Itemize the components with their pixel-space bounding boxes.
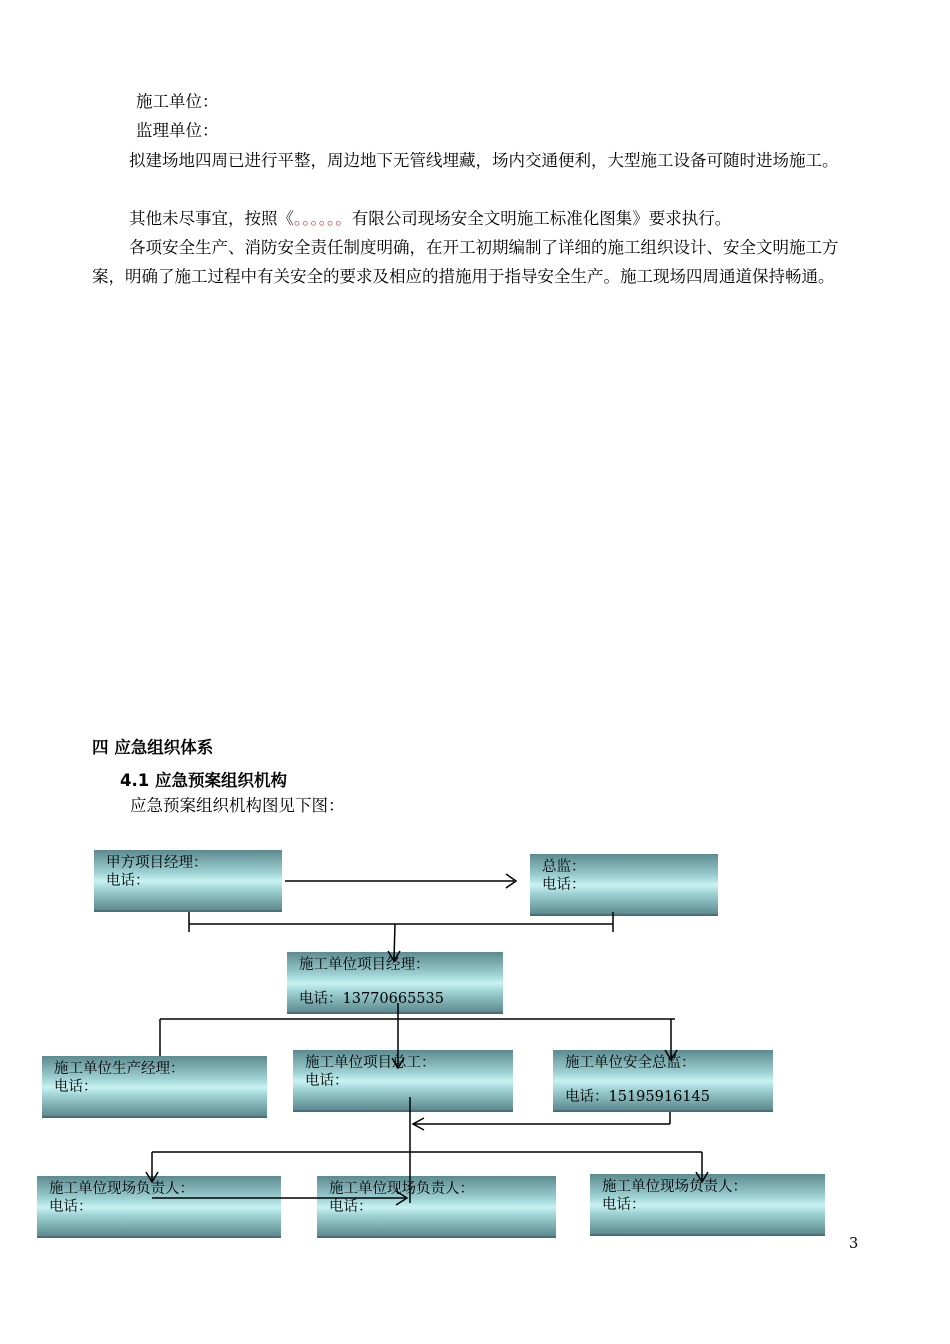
construction-unit-line: 施工单位： xyxy=(136,92,219,111)
subsection-heading: 4.1 应急预案组织机构 xyxy=(120,771,287,790)
section-heading: 四 应急组织体系 xyxy=(92,738,214,757)
connector-to-contractor-pm xyxy=(394,924,395,959)
owner-pm-role: 甲方项目经理： xyxy=(106,855,208,871)
owner-pm-phone: 电话： xyxy=(106,873,150,889)
contractor-pm-phone: 电话：13770665535 xyxy=(299,991,444,1007)
production-manager-role: 施工单位生产经理： xyxy=(54,1061,185,1077)
org-chart-intro: 应急预案组织机构图见下图： xyxy=(130,796,345,815)
safety-system-paragraph: 各项安全生产、消防安全责任制度明确，在开工初期编制了详细的施工组织设计、安全文明施工方案，明确了施工过程中有关安全的要求及相应的措施用于指导安全生产。施工现场四周通道保持畅通。 xyxy=(92,238,839,286)
reference-prefix: 其他未尽事宜，按照《 xyxy=(129,209,294,228)
supervision-unit-line: 监理单位： xyxy=(136,121,219,140)
site-lead-2-phone: 电话： xyxy=(329,1199,373,1215)
site-lead-1-phone: 电话： xyxy=(49,1199,93,1215)
contractor-pm-role: 施工单位项目经理： xyxy=(299,957,430,973)
chief-supervisor-role: 总监： xyxy=(542,859,586,875)
site-lead-3-phone: 电话： xyxy=(602,1197,646,1213)
page-number: 3 xyxy=(849,1236,859,1252)
site-lead-3-role: 施工单位现场负责人： xyxy=(602,1179,747,1195)
reference-placeholder: 。。。。。。 xyxy=(294,209,352,228)
production-manager-phone: 电话： xyxy=(54,1079,98,1095)
chief-supervisor-phone: 电话： xyxy=(542,877,586,893)
chief-engineer-phone: 电话： xyxy=(305,1073,349,1089)
reference-suffix: 有限公司现场安全文明施工标准化图集》要求执行。 xyxy=(351,209,732,228)
safety-director-phone: 电话：15195916145 xyxy=(565,1089,710,1105)
site-lead-2-role: 施工单位现场负责人： xyxy=(329,1181,474,1197)
site-condition-paragraph: 拟建场地四周已进行平整，周边地下无管线埋藏，场内交通便利，大型施工设备可随时进场施工。 xyxy=(129,151,839,170)
site-lead-1-role: 施工单位现场负责人： xyxy=(49,1181,194,1197)
safety-director-role: 施工单位安全总监： xyxy=(565,1055,696,1071)
chief-engineer-role: 施工单位项目总工： xyxy=(305,1055,436,1071)
